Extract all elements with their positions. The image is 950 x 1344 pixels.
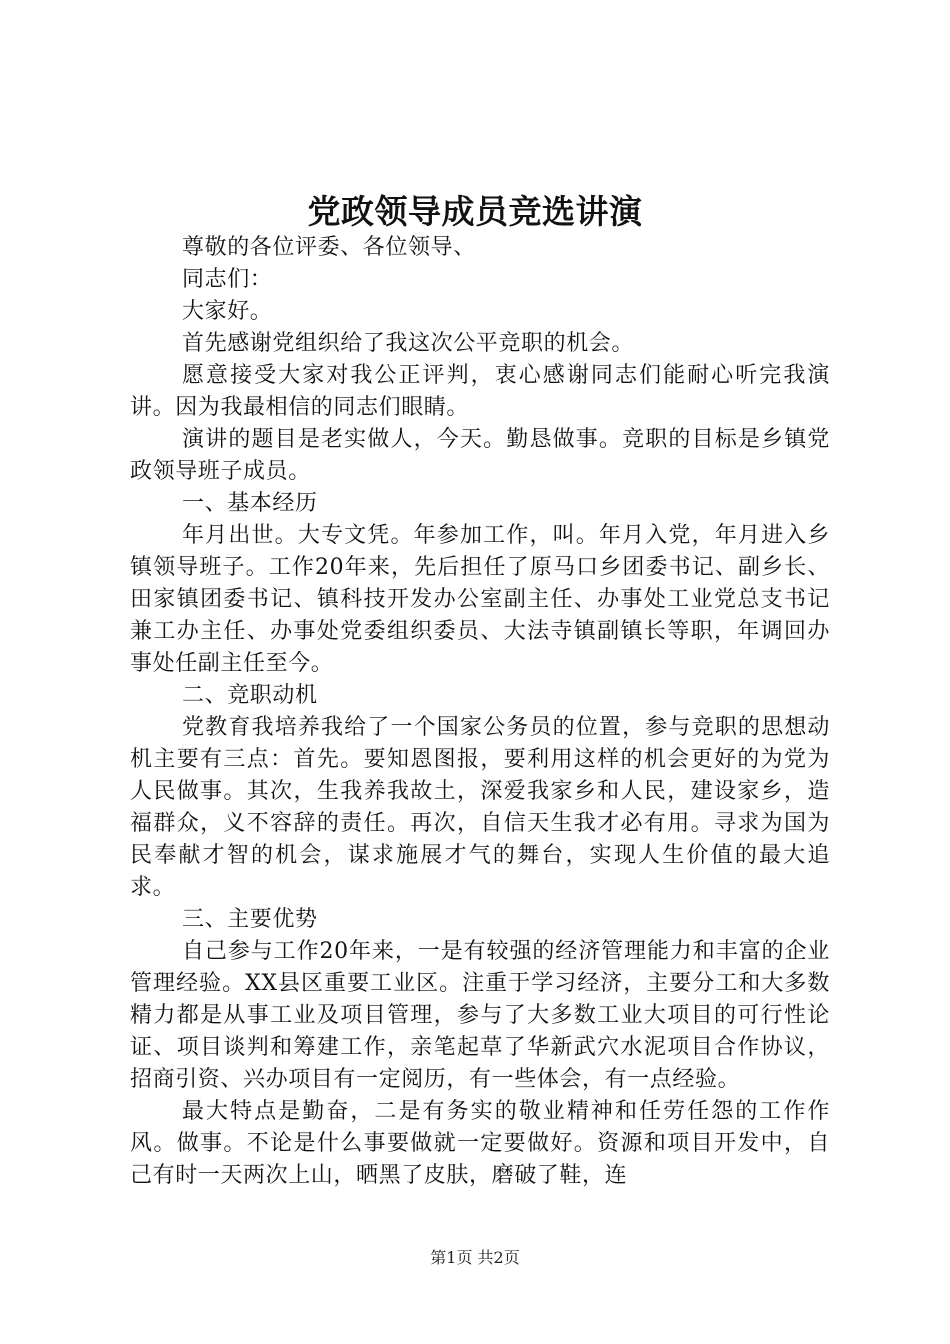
document-title: 党政领导成员竞选讲演 <box>307 192 643 231</box>
paragraph: 自己参与工作20年来，一是有较强的经济管理能力和丰富的企业管理经验。XX县区重要工业区。注重于学习经济，主要分工和大多数精力都是从事工业及项目管理，参与了大多数工业大项目的可行性论证、项目谈判和筹建工作，亲笔起草了华新武穴水泥项目合作协议，招商引资、兴办项目有一定阅历，有一些体会，有一点经验。 <box>130 939 830 1092</box>
paragraph: 同志们： <box>182 267 273 292</box>
paragraph: 首先感谢党组织给了我这次公平竞职的机会。 <box>182 331 635 356</box>
paragraph: 年月出世。大专文凭。年参加工作，叫。年月入党，年月进入乡镇领导班子。工作20年来，先后担任了原马口乡团委书记、副乡长、田家镇团委书记、镇科技开发办公室副主任、办事处工业党总支书记兼工办主任、办事处党委组织委员、大法寺镇副镇长等职，年调回办事处任副主任至今。 <box>130 523 830 676</box>
paragraph: 演讲的题目是老实做人，今天。勤恳做事。竞职的目标是乡镇党政领导班子成员。 <box>130 427 830 484</box>
paragraph: 尊敬的各位评委、各位领导、 <box>182 235 476 260</box>
section-heading: 二、竞职动机 <box>182 683 318 708</box>
page-footer: 第1页 共2页 <box>430 1248 520 1267</box>
paragraph: 党教育我培养我给了一个国家公务员的位置，参与竞职的思想动机主要有三点：首先。要知恩图报，要利用这样的机会更好的为党为人民做事。其次，生我养我故土，深爱我家乡和人民，建设家乡，造福群众，义不容辞的责任。再次，自信天生我才必有用。寻求为国为民奉献才智的机会，谋求施展才气的舞台，实现人生价值的最大追求。 <box>130 715 830 900</box>
section-heading: 三、主要优势 <box>182 907 318 932</box>
paragraph: 愿意接受大家对我公正评判，衷心感谢同志们能耐心听完我演讲。因为我最相信的同志们眼睛。 <box>130 363 830 420</box>
document-body <box>130 232 830 1192</box>
section-heading: 一、基本经历 <box>182 491 318 516</box>
paragraph: 最大特点是勤奋，二是有务实的敬业精神和任劳任怨的工作作风。做事。不论是什么事要做就一定要做好。资源和项目开发中，自己有时一天两次上山，晒黑了皮肤，磨破了鞋，连 <box>130 1099 830 1188</box>
paragraph: 大家好。 <box>182 299 273 324</box>
